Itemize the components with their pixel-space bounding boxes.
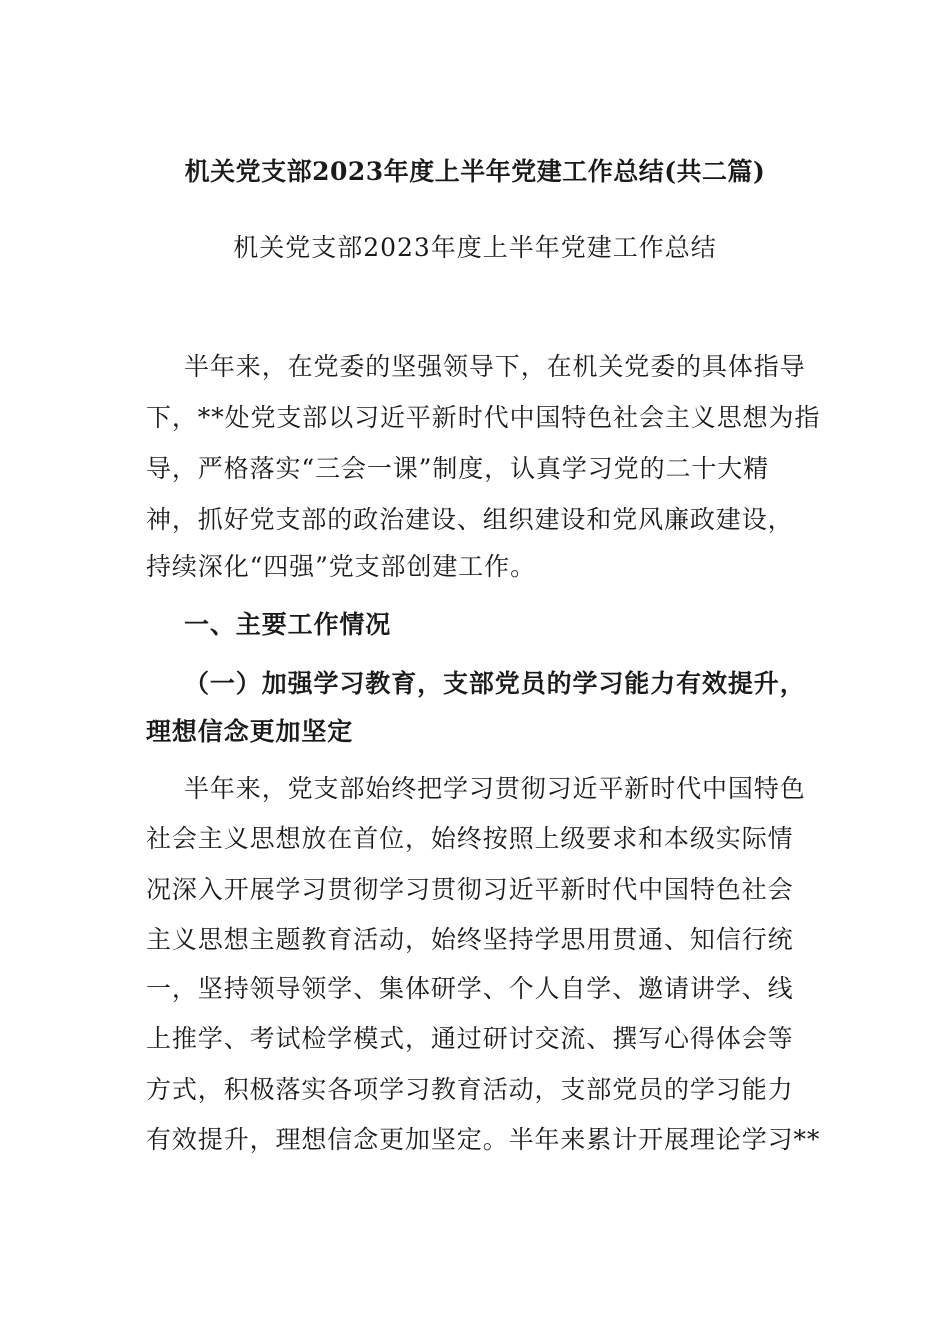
intro-line: 导，严格落实“三会一课”制度，认真学习党的二十大精 bbox=[146, 454, 770, 483]
body-line: 有效提升，理想信念更加坚定。半年来累计开展理论学习** bbox=[146, 1125, 821, 1154]
intro-line: 神，抓好党支部的政治建设、组织建设和党风廉政建设， bbox=[146, 505, 794, 534]
body-line: 方式，积极落实各项学习教育活动，支部党员的学习能力 bbox=[146, 1075, 794, 1104]
body-line: 一，坚持领导领学、集体研学、个人自学、邀请讲学、线 bbox=[146, 974, 794, 1003]
intro-line: 持续深化“四强”党支部创建工作。 bbox=[146, 552, 536, 581]
subsection-heading-line: （一）加强学习教育，支部党员的学习能力有效提升， bbox=[184, 669, 806, 698]
body-line: 上推学、考试检学模式，通过研讨交流、撰写心得体会等 bbox=[146, 1024, 794, 1053]
body-line: 况深入开展学习贯彻学习贯彻习近平新时代中国特色社会 bbox=[146, 875, 794, 904]
body-line: 主义思想主题教育活动，始终坚持学思用贯通、知信行统 bbox=[146, 925, 794, 954]
subsection-heading-line: 理想信念更加坚定 bbox=[146, 717, 354, 746]
section-heading: 一、主要工作情况 bbox=[184, 610, 392, 639]
document-title: 机关党支部2023年度上半年党建工作总结(共二篇) bbox=[184, 157, 766, 186]
intro-line: 半年来，在党委的坚强领导下，在机关党委的具体指导 bbox=[184, 352, 806, 381]
intro-line: 下，**处党支部以习近平新时代中国特色社会主义思想为指 bbox=[146, 403, 821, 432]
document-subtitle: 机关党支部2023年度上半年党建工作总结 bbox=[233, 233, 717, 262]
body-line: 社会主义思想放在首位，始终按照上级要求和本级实际情 bbox=[146, 824, 794, 853]
body-line: 半年来，党支部始终把学习贯彻习近平新时代中国特色 bbox=[184, 774, 806, 803]
